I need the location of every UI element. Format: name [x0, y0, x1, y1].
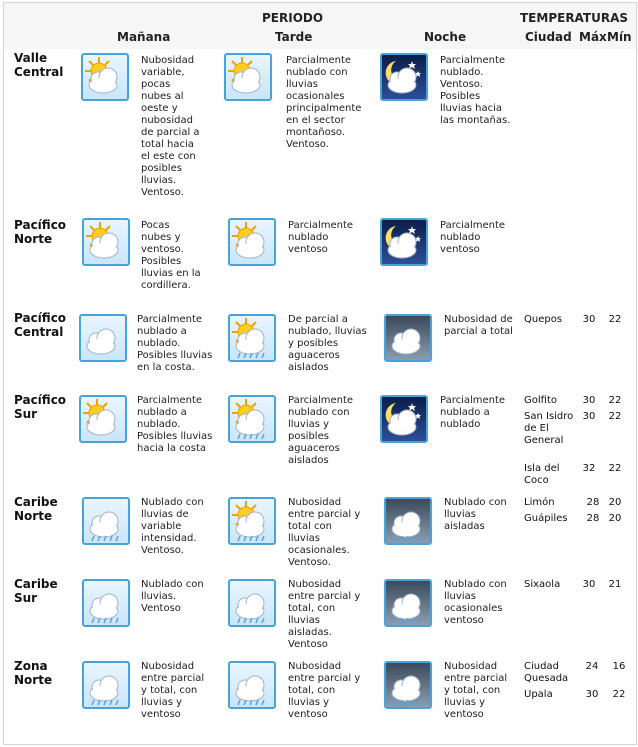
city-max-temp: 32 [582, 463, 596, 474]
forecast-table [3, 2, 637, 745]
city-max-temp: 30 [582, 411, 596, 422]
sun-cloud-icon [224, 53, 272, 101]
city-max-temp: 28 [586, 497, 600, 508]
city-max-temp: 24 [585, 661, 599, 672]
city-name: Guápiles [524, 513, 568, 524]
city-name: Upala [524, 689, 553, 700]
sun-cloud-icon [79, 395, 127, 443]
city-min-temp: 21 [608, 579, 622, 590]
sun-cloud-icon [228, 218, 276, 266]
periodo-header: PERIODO [262, 11, 324, 25]
min-header: Mín [607, 30, 632, 44]
city-min-temp: 16 [612, 661, 626, 672]
moon-cloud-icon [380, 395, 428, 443]
noche-forecast: Nublado con lluvias ocasionales ventoso [444, 579, 507, 626]
tarde-forecast: Nubosidad entre parcial y total con lluvias ocasionales. Ventoso. [288, 497, 361, 568]
max-header: Máx [579, 30, 607, 44]
noche-forecast: Nubosidad entre parcial y total, con lluvias y ventoso [444, 661, 508, 720]
tarde-forecast: Nubosidad entre parcial y total, con lluvias y ventoso [288, 661, 361, 720]
city-name: Ciudad Quesada [524, 661, 569, 684]
manana-forecast: Pocas nubes y ventoso. Posibles lluvias en la cordillera. [141, 220, 201, 291]
city-name: San Isidro de El General [524, 411, 574, 446]
region-name: Caribe Norte [14, 495, 58, 523]
tarde-forecast: Nubosidad entre parcial y total, con lluvias aisladas. Ventoso [288, 579, 361, 650]
city-max-temp: 28 [586, 513, 600, 524]
region-name: Pacífico Norte [14, 218, 67, 246]
city-name: Golfito [524, 395, 557, 406]
noche-forecast: Parcialmente nublado ventoso [440, 220, 506, 255]
region-name: Caribe Sur [14, 577, 58, 605]
rain-cloud-icon [228, 579, 276, 627]
tarde-forecast: Parcialmente nublado con lluvias y posibles aguaceros aislados [288, 395, 354, 466]
city-max-temp: 30 [582, 395, 596, 406]
noche-forecast: Parcialmente nublado. Ventoso. Posibles lluvias hacia las montañas. [440, 55, 511, 126]
manana-header: Mañana [117, 30, 171, 44]
manana-forecast: Nubosidad entre parcial y total, con lluvias y ventoso [141, 661, 205, 720]
city-max-temp: 30 [585, 689, 599, 700]
moon-cloud-icon [380, 218, 428, 266]
city-min-temp: 22 [612, 689, 626, 700]
sun-cloud-icon [81, 53, 129, 101]
night-rain-icon [384, 661, 432, 709]
rain-cloud-icon [82, 579, 130, 627]
city-name: Isla del Coco [524, 463, 560, 486]
manana-forecast: Nublado con lluvias. Ventoso [141, 579, 204, 614]
sun-rain-icon [228, 395, 276, 443]
moon-cloud-icon [380, 53, 428, 101]
noche-forecast: Parcialmente nublado a nublado [440, 395, 506, 430]
tarde-header: Tarde [275, 30, 313, 44]
ciudad-header: Ciudad [525, 30, 572, 44]
manana-forecast: Parcialmente nublado a nublado. Posibles lluvias en la costa. [137, 314, 213, 373]
sun-rain-icon [228, 314, 276, 362]
region-name: Pacífico Sur [14, 393, 67, 421]
city-min-temp: 22 [608, 314, 622, 325]
city-min-temp: 20 [608, 497, 622, 508]
region-name: Zona Norte [14, 659, 53, 687]
city-name: Sixaola [524, 579, 561, 590]
night-rain-icon [384, 497, 432, 545]
city-name: Quepos [524, 314, 563, 325]
rain-cloud-icon [82, 497, 130, 545]
manana-forecast: Nublado con lluvias de variable intensidad. Ventoso. [141, 497, 204, 556]
temperaturas-header: TEMPERATURAS [520, 11, 629, 25]
noche-header: Noche [424, 30, 467, 44]
tarde-forecast: De parcial a nublado, lluvias y posibles aguaceros aislados [288, 314, 367, 373]
sun-rain-icon [228, 497, 276, 545]
city-min-temp: 20 [608, 513, 622, 524]
night-cloud-icon [384, 314, 432, 362]
manana-forecast: Parcialmente nublado a nublado. Posibles lluvias hacia la costa [137, 395, 213, 454]
city-name: Limón [524, 497, 555, 508]
city-min-temp: 22 [608, 411, 622, 422]
city-max-temp: 30 [582, 314, 596, 325]
night-rain-icon [384, 579, 432, 627]
tarde-forecast: Parcialmente nublado ventoso [288, 220, 354, 255]
city-min-temp: 22 [608, 463, 622, 474]
city-min-temp: 22 [608, 395, 622, 406]
cloud-icon [79, 314, 127, 362]
tarde-forecast: Parcialmente nublado con lluvias ocasionales principalmente en el sector montañoso. Ventoso. [286, 55, 362, 150]
rain-cloud-icon [228, 661, 276, 709]
noche-forecast: Nubosidad de parcial a total [444, 314, 513, 337]
noche-forecast: Nublado con lluvias aisladas [444, 497, 507, 532]
city-max-temp: 30 [582, 579, 596, 590]
sun-cloud-icon [82, 218, 130, 266]
rain-cloud-icon [82, 661, 130, 709]
region-name: Valle Central [14, 51, 64, 79]
manana-forecast: Nubosidad variable, pocas nubes al oeste y nubosidad de parcial a total hacia el este con posibles lluvias. Ventoso. [141, 55, 200, 198]
region-name: Pacífico Central [14, 311, 67, 339]
